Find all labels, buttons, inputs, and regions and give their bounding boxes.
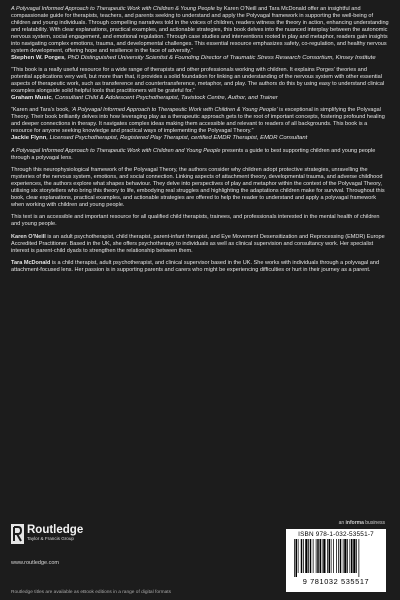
barcode-bar	[316, 539, 317, 573]
endorsement-lead: “Karen and Tara’s book,	[11, 107, 72, 114]
barcode-bar	[308, 539, 309, 573]
routledge-logo-icon	[11, 524, 24, 544]
informa-brand: informa	[345, 520, 364, 526]
cover-footer	[11, 520, 389, 600]
barcode-bar	[322, 539, 323, 573]
barcode-panel	[286, 529, 386, 592]
author-bio-oneill	[11, 234, 389, 255]
barcode-bar	[313, 539, 314, 573]
barcode-bar	[298, 539, 299, 573]
endorsement-text: “This book is a really useful resource for a wide range of therapists and other professionals working with children. It explains Porges’ theories and potential applications very well, but more than that, it provides a solid foundation for linking an understanding of the nervous system with other essential aspects of therapeutic work, such as transference and countertransference, metaphor, and play. The authors do this by using easy to understand clinical examples alongside solid helpful tools that practitioners will be grateful for.”	[11, 67, 385, 95]
endorser-name: Stephen W. Porges	[11, 54, 65, 61]
barcode-bar	[347, 539, 348, 573]
barcode-bar	[329, 539, 331, 573]
endorsement-book-title: A Polyvagal Informed Approach to Therapeutic Work with Children & Young People	[11, 6, 215, 12]
author-bio-text: is an adult psychotherapist, child therapist, parent-infant therapist, and Eye Movement Desensitization and Reprocessing (EMDR) Europe Accredited Practitioner. Based in the UK, she offers psychotherapy to individuals as well as clinical supervision and consultancy work. Her specialist interest is parent-child dyads to strengthen the relationship between them.	[11, 233, 385, 254]
publisher-name: Routledge	[27, 524, 84, 536]
endorsement-text: is exceptional in simplifying the Polyvagal Theory. Their book brilliantly delves into how leveraging play as a therapeutic approach gets to the root of important concepts, fostering profound healing and deeper connections in therapy. It navigates complex ideas making them accessible and relevant to readers of all backgrounds. This book is a resource for anyone seeking knowledge and practical ways of implementing the Polyvagal Theory.”	[11, 107, 385, 135]
endorsement-music	[11, 67, 389, 102]
barcode-bar	[351, 539, 353, 573]
barcode-image	[292, 539, 380, 577]
endorser-credentials: , Licensed Psychotherapist, Registered Play Therapist, certified EMDR Therapist, EMDR Consultant	[46, 135, 308, 142]
informa-suffix: business	[363, 520, 385, 526]
description-intro	[11, 148, 389, 162]
endorsement-attribution	[11, 95, 278, 101]
endorsement-porges	[11, 6, 389, 62]
description-audience: This text is an accessible and important resource for all qualified child therapists, trainees, and professionals interested in the mental health of children and young people.	[11, 214, 380, 228]
ebook-note: Routledge titles are available as eBook editions in a range of digital formats	[11, 590, 171, 595]
barcode-bar	[340, 539, 342, 573]
barcode-bar	[296, 539, 298, 577]
barcode-bar	[317, 539, 319, 573]
publisher-group: Taylor & Francis Group	[27, 536, 74, 541]
barcode-bar	[343, 539, 344, 573]
author-name: Tara McDonald	[11, 260, 51, 267]
author-name: Karen O’Neill	[11, 233, 46, 240]
barcode-bar	[310, 539, 312, 573]
barcode-bar	[356, 539, 357, 573]
barcode-bar	[320, 539, 322, 573]
barcode-bar	[353, 539, 355, 573]
endorser-name: Graham Music	[11, 94, 52, 101]
informa-prefix: an	[338, 520, 346, 526]
isbn-label: ISBN 978-1-032-53551-7	[298, 531, 374, 538]
informa-business-label	[339, 520, 385, 526]
endorser-credentials: , Consultant Child & Adolescent Psychotherapist, Tavistock Centre, Author, and Trainer	[51, 94, 278, 101]
description-book-title: A Polyvagal Informed Approach to Therapeutic Work with Children and Young People	[11, 147, 221, 154]
endorsement-attribution	[11, 135, 307, 141]
barcode-bar	[336, 539, 337, 573]
barcode-bar	[350, 539, 351, 573]
endorser-name: Jackie Flynn	[11, 135, 47, 142]
author-bio-text: is a child therapist, adult psychotherapist, and clinical supervisor based in the UK. She works with individuals through a polyvagal and attachment-focused lens. Her passion is in supporting parents and carers who might be experiencing difficulties or hurt in their journey as a parent.	[11, 260, 380, 274]
barcode-bar	[344, 539, 346, 573]
endorsement-text: by Karen O’Neill and Tara McDonald offer an insightful and compassionate guide for therapists, teachers, and parents seeking to understand and apply the Polyvagal framework in supporting the well-being of children and young individuals. Through compelling narratives told in the voices of children, readers witness the theory in action, enhancing understanding and relatability. With clear explanations, practical examples, and actionable strategies, this book delves into the nuanced interplay between the autonomic nervous system, social engagement, and emotional regulation. Through case studies and interventions rooted in play and metaphor, readers gain insights into navigating complex emotions, trauma, and developmental challenges. This essential resource emphasizes safety, co-regulation, and healthy nervous system development, offering hope and resilience in the face of adversity.”	[11, 6, 389, 54]
barcode-bar	[359, 539, 360, 577]
barcode-bar	[301, 539, 303, 573]
endorsement-flynn	[11, 107, 389, 142]
barcode-bar	[303, 539, 304, 573]
author-bio-mcdonald	[11, 260, 389, 274]
barcode-number: 9 781032 535517	[302, 577, 370, 586]
description-body: Through this neurophysiological framework of the Polyvagal Theory, the authors consider why children adopt protective strategies, unravelling the mysteries of the nervous system, emotions, and social connection. Linking aspects of attachment theory, developmental trauma, and adverse childhood experiences, the authors explore what shapes behaviour. They delve into perspectives of play and metaphor within the context of the Polyvagal Theory, utilising six storytellers who bring this theory to life, embodying real struggles and highlighting the adaptations children make for survival. Throughout this book, clear explanations, practical examples, and actionable strategies are offered to help the reader to understand and apply a polyvagal framework when working with children and young people.	[11, 167, 385, 208]
barcode-bar	[294, 539, 295, 577]
barcode-bar	[333, 539, 334, 573]
barcode-bar	[327, 539, 328, 573]
publisher-logo	[11, 524, 83, 544]
endorsement-book-title: ‘A Polyvagal Informed Approach to Therapeutic Work with Children & Young People’	[71, 107, 278, 114]
publisher-website: www.routledge.com	[11, 560, 59, 566]
barcode-bar	[338, 539, 339, 573]
endorsement-attribution	[11, 55, 376, 61]
barcode-bar	[323, 539, 325, 573]
barcode-bar	[331, 539, 332, 573]
description-text: presents a guide to best supporting children and young people through a polyvagal lens.	[11, 147, 376, 161]
endorser-credentials: , PhD Distinguished University Scientist & Founding Director of Traumatic Stress Research Consortium, Kinsey Institute	[64, 54, 376, 61]
barcode-bar	[305, 539, 307, 573]
